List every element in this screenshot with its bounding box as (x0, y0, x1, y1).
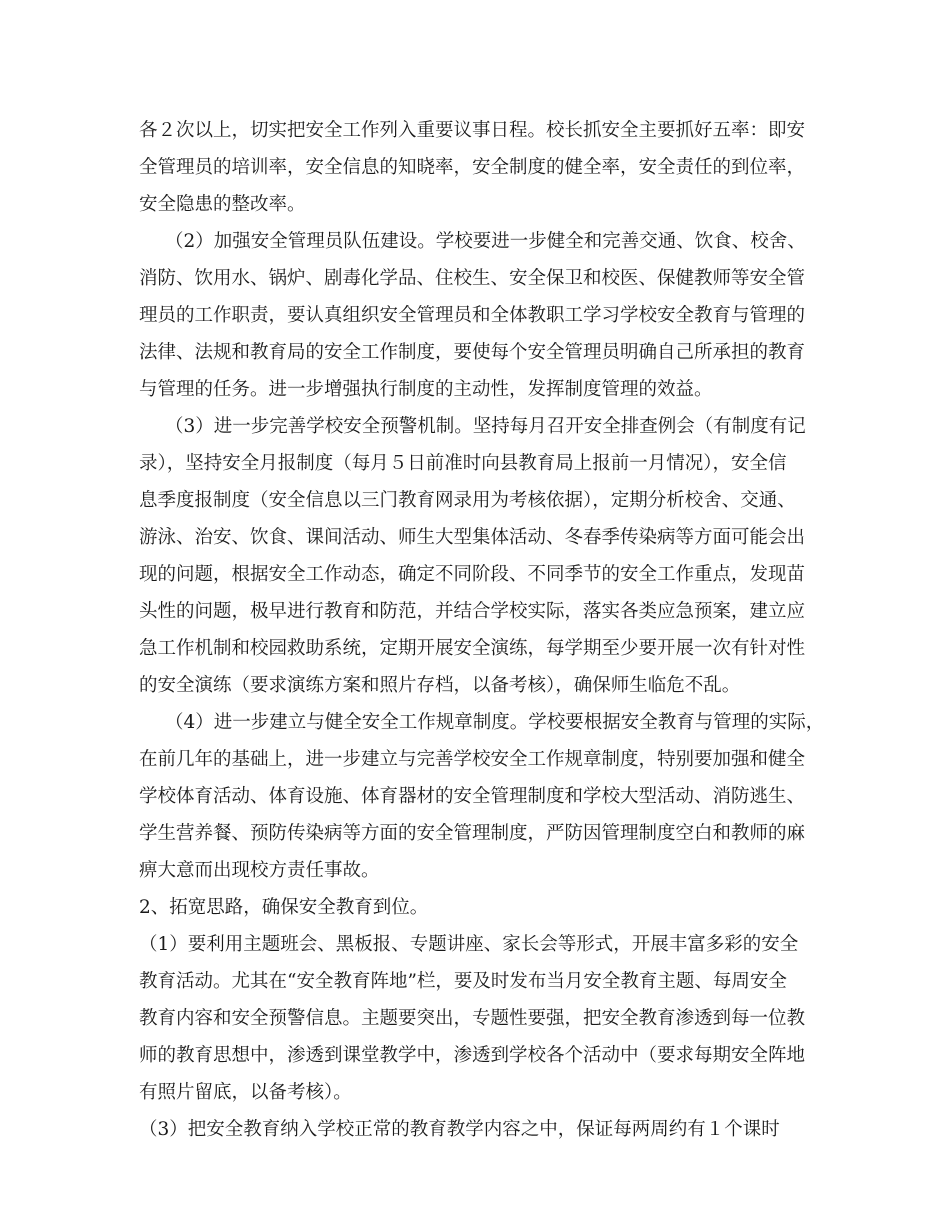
text-line: 头性的问题，极早进行教育和防范，并结合学校实际，落实各类应急预案，建立应 (139, 601, 806, 622)
text-line: 痹大意而出现校方责任事故。 (139, 860, 380, 881)
text-line: 法律、法规和教育局的安全工作制度，要使每个安全管理员明确自己所承担的教育 (139, 342, 806, 363)
text-line: 现的问题，根据安全工作动态，确定不同阶段、不同季节的安全工作重点，发现苗 (139, 564, 806, 585)
paragraph-start-line: （4）进一步建立与健全安全工作规章制度。学校要根据安全教育与管理的实际， (165, 712, 825, 733)
text-line: 有照片留底，以备考核）。 (139, 1082, 352, 1103)
section-heading: 2、拓宽思路，确保安全教育到位。 (139, 897, 429, 918)
text-line: 消防、饮用水、锅炉、剧毒化学品、住校生、安全保卫和校医、保健教师等安全管 (139, 268, 806, 289)
text-line: 急工作机制和校园救助系统，定期开展安全演练，每学期至少要开展一次有针对性 (139, 638, 806, 659)
text-line: 各２次以上，切实把安全工作列入重要议事日程。校长抓安全主要抓好五率：即安 (139, 120, 806, 141)
text-line: （3）把安全教育纳入学校正常的教育教学内容之中，保证每两周约有１个课时 (139, 1119, 780, 1140)
text-line: 师的教育思想中，渗透到课堂教学中，渗透到学校各个活动中（要求每期安全阵地 (139, 1045, 806, 1066)
text-line: 安全隐患的整改率。 (139, 194, 306, 215)
text-line: 与管理的任务。进一步增强执行制度的主动性，发挥制度管理的效益。 (139, 379, 713, 400)
text-line: 在前几年的基础上，进一步建立与完善学校安全工作规章制度，特别要加强和健全 (139, 749, 806, 770)
text-line: 录），坚持安全月报制度（每月５日前准时向县教育局上报前一月情况），安全信 (139, 453, 787, 474)
text-line: 学校体育活动、体育设施、体育器材的安全管理制度和学校大型活动、消防逃生、 (139, 786, 806, 807)
paragraph-start-line: （2）加强安全管理员队伍建设。学校要进一步健全和完善交通、饮食、校舍、 (165, 231, 806, 252)
text-line: 的安全演练（要求演练方案和照片存档，以备考核），确保师生临危不乱。 (139, 675, 741, 696)
text-line: 理员的工作职责，要认真组织安全管理员和全体教职工学习学校安全教育与管理的 (139, 305, 806, 326)
text-line: 学生营养餐、预防传染病等方面的安全管理制度，严防因管理制度空白和教师的麻 (139, 823, 806, 844)
paragraph-start-line: （1）要利用主题班会、黑板报、专题讲座、家长会等形式，开展丰富多彩的安全 (139, 934, 799, 955)
text-line: 息季度报制度（安全信息以三门教育网录用为考核依据），定期分析校舍、交通、 (139, 490, 796, 511)
text-line: 游泳、治安、饮食、课间活动、师生大型集体活动、冬春季传染病等方面可能会出 (139, 527, 806, 548)
text-line: 教育内容和安全预警信息。主题要突出，专题性要强，把安全教育渗透到每一位教 (139, 1008, 806, 1029)
text-line: 全管理员的培训率，安全信息的知晓率，安全制度的健全率，安全责任的到位率， (139, 157, 806, 178)
text-line: 教育活动。尤其在“安全教育阵地”栏，要及时发布当月安全教育主题、每周安全 (139, 971, 787, 992)
paragraph-start-line: （3）进一步完善学校安全预警机制。坚持每月召开安全排查例会（有制度有记 (165, 416, 806, 437)
